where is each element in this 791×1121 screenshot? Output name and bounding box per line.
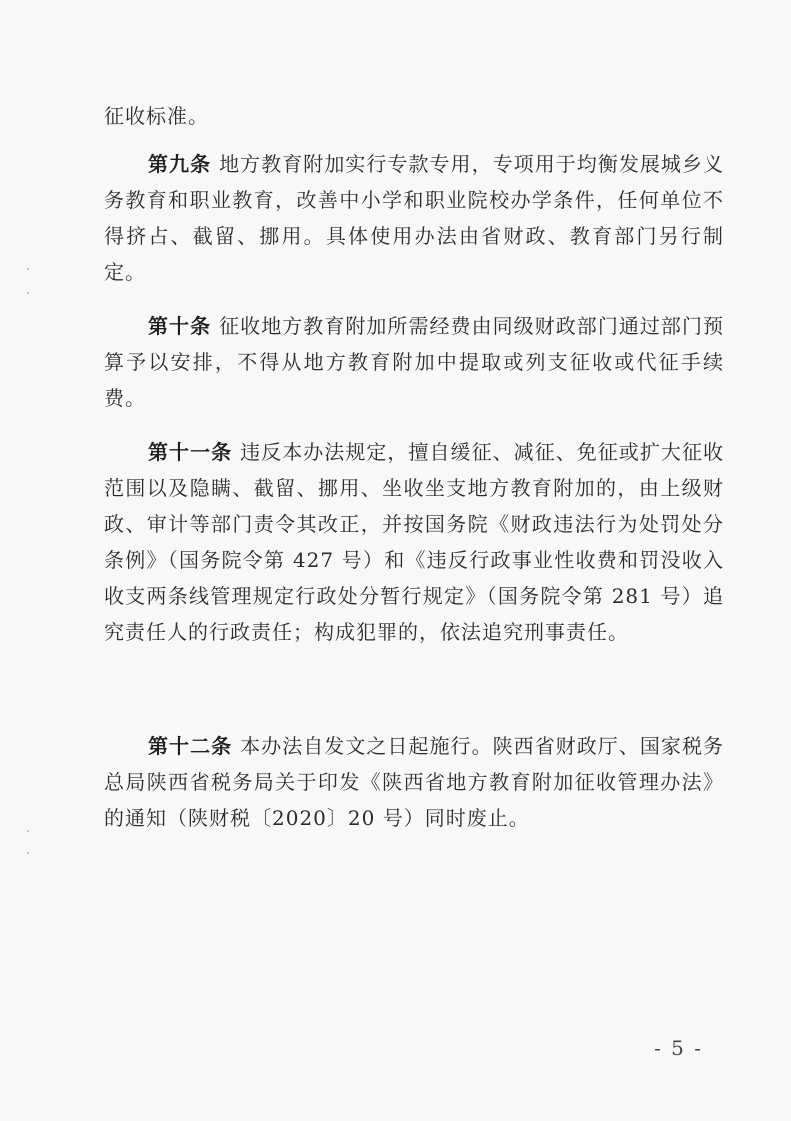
article-9-label: 第九条 — [148, 152, 212, 176]
intro-paragraph — [104, 98, 724, 134]
article-10-label: 第十条 — [148, 314, 212, 338]
article-12-text: 本办法自发文之日起施行。陕西省财政厅、国家税务总局陕西省税务局关于印发《陕西省地方教育附加征收管理办法》的通知（陕财税〔2020〕20 号）同时废止。 — [104, 734, 725, 830]
article-11 — [104, 434, 724, 650]
article-9 — [104, 146, 724, 290]
article-11-text: 违反本办法规定，擅自缓征、减征、免征或扩大征收范围以及隐瞒、截留、挪用、坐收坐支地方教育附加的，由上级财政、审计等部门责令其改正，并按国务院《财政违法行为处罚处分条例》（国务院令第 427 号）和《违反行政事业性收费和罚没收入收支两条线管理规定行政处分暂行规定》（国务院令第 281 号）追究责任人的行政责任；构成犯罪的，依法追究刑事责任。 — [104, 440, 725, 644]
article-10 — [104, 308, 724, 416]
margin-mark — [27, 830, 29, 832]
margin-mark — [27, 852, 29, 854]
article-12-label: 第十二条 — [148, 734, 233, 758]
margin-mark — [27, 292, 29, 294]
article-9-text: 地方教育附加实行专款专用，专项用于均衡发展城乡义务教育和职业教育，改善中小学和职业院校办学条件，任何单位不得挤占、截留、挪用。具体使用办法由省财政、教育部门另行制定。 — [104, 152, 725, 284]
article-12 — [104, 728, 724, 836]
page-number: - 5 - — [654, 1036, 703, 1060]
article-11-label: 第十一条 — [148, 440, 233, 464]
article-10-text: 征收地方教育附加所需经费由同级财政部门通过部门预算予以安排，不得从地方教育附加中提取或列支征收或代征手续费。 — [104, 314, 725, 410]
margin-mark — [27, 268, 29, 270]
intro-text: 征收标准。 — [104, 104, 209, 128]
